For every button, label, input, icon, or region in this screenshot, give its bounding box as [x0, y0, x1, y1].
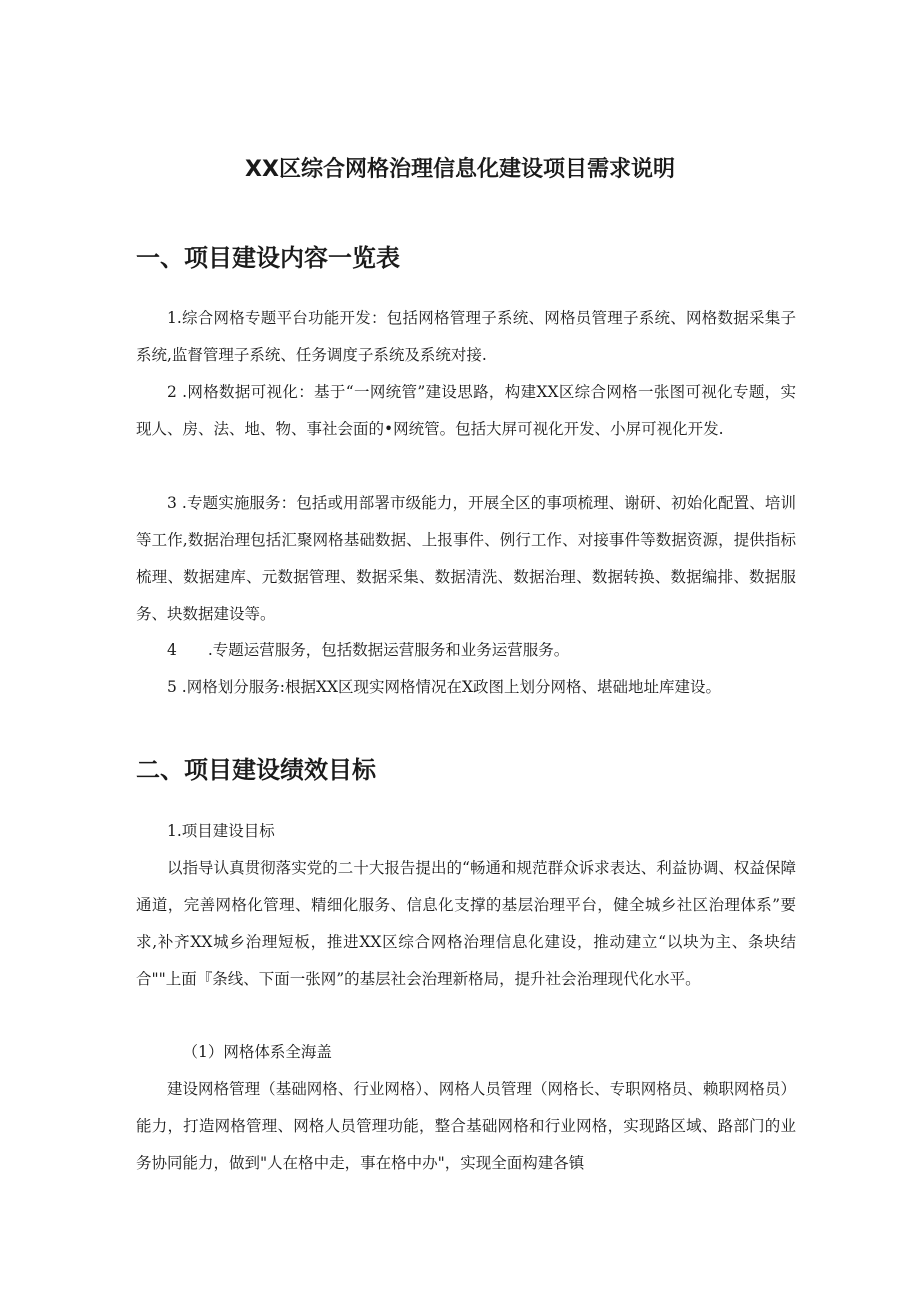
section2-heading: 二、项目建设绩效目标 [136, 756, 376, 784]
section1-item-4: 4 .专题运营服务，包括数据运营服务和业务运营服务。 [167, 641, 570, 659]
section1-item-2: 2 .网格数据可视化：基于“一网统管”建设思路，构建XX区综合网格一张图可视化专题，实现人、房、法、地、物、事社会面的•网统管。包括大屏可视化开发、小屏可视化开发. [136, 383, 796, 438]
section2-subtitle-grid: （1）网格体系全海盖 [182, 1043, 332, 1061]
section1-heading: 一、项目建设内容一览表 [136, 244, 400, 272]
section2-subtitle-goal: 1.项目建设目标 [167, 822, 275, 840]
section2-grid-body: 建设网格管理（基础网格、行业网格）、网格人员管理（网格长、专职网格员、赖职网格员）能力，打造网格管理、网格人员管理功能，整合基础网格和行业网格，实现路区域、路部门的业务协同能力，做到"人在格中走，事在格中办"，实现全面构建各镇 [136, 1080, 796, 1172]
document-title: XX区综合网格治理信息化建设项目需求说明 [245, 157, 675, 182]
section1-item-3: 3 .专题实施服务：包括或用部署市级能力，开展全区的事项梳理、谢研、初始化配置、培训等工作,数据治理包括汇聚网格基础数据、上报事件、例行工作、对接事件等数据资源，提供指标梳理、数据建库、元数据管理、数据采集、数据清洗、数据治理、数据转换、数据编排、数据服务、块数据建设等。 [136, 494, 796, 623]
section2-goal-body: 以指导认真贯彻落实党的二十大报告提出的“畅通和规范群众诉求表达、利益协调、权益保障通道，完善网格化管理、精细化服务、信息化支撑的基层治理平台，健全城乡社区治理体系”要求,补齐XX城乡治理短板，推进XX区综合网格治理信息化建设，推动建立“以块为主、条块结合""上面『条线、下面一张网”的基层社会治理新格局，提升社会治理现代化水平。 [136, 859, 796, 988]
section1-item-5: 5 .网格划分服务:根据XX区现实网格情况在X政图上划分网格、堪础地址库建设。 [167, 678, 722, 696]
section1-item-1: 1.综合网格专题平台功能开发：包括网格管理子系统、网格员管理子系统、网格数据采集子系统,监督管理子系统、任务调度子系统及系统对接. [136, 309, 796, 364]
